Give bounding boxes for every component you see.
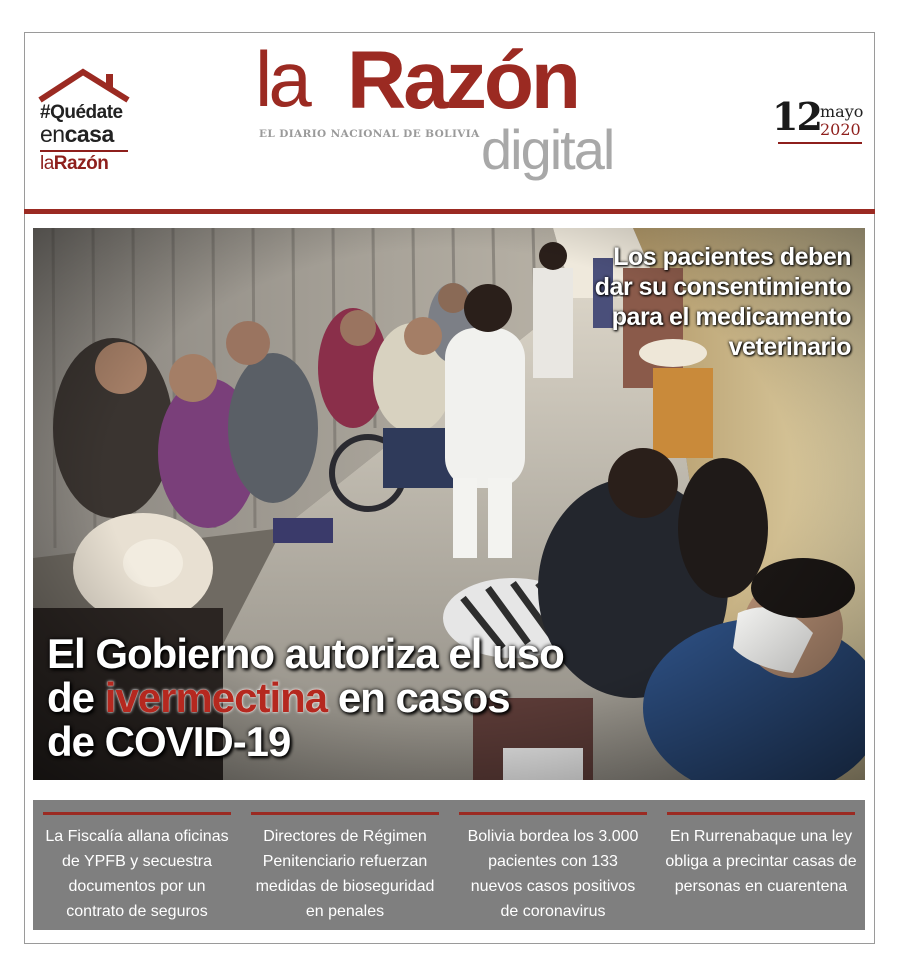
logo-razon: Razón [347, 35, 578, 126]
headline-part-2: en casos de COVID-19 [47, 674, 510, 765]
teaser-bar [459, 812, 647, 815]
teaser-coronavirus-casos[interactable] [449, 800, 657, 930]
teaser-text: Directores de Régimen Penitenciario refuerzan medidas de bioseguridad en penales [255, 828, 435, 920]
date-underline [778, 142, 862, 144]
teaser-text: En Rurrenabaque una ley obliga a precintar casas de personas en cuarentena [665, 828, 857, 895]
masthead-logo[interactable] [255, 35, 655, 190]
quedate-en-casa-badge[interactable] [36, 66, 136, 176]
badge-hashtag: #Quédate [40, 102, 123, 123]
badge-brand: laRazón [40, 153, 109, 174]
teaser-text: La Fiscalía allana oficinas de YPFB y secuestra documentos por un contrato de seguros [45, 828, 229, 920]
teaser-bar [667, 812, 855, 815]
date-year: 2020 [820, 120, 861, 139]
header-rule [24, 209, 875, 214]
edition-date [772, 94, 872, 148]
date-month: mayo [820, 102, 864, 121]
teaser-bar [43, 812, 231, 815]
badge-rule [40, 150, 128, 152]
cover-photo[interactable] [33, 228, 865, 780]
headline-part-1: El Gobierno autoriza el uso de [47, 630, 564, 721]
badge-en-casa: encasa [40, 121, 114, 147]
teaser-regimen-penitenciario[interactable] [241, 800, 449, 930]
teaser-text: Bolivia bordea los 3.000 pacientes con 133 nuevos casos positivos de coronavirus [467, 828, 639, 920]
date-day: 12 [772, 94, 821, 139]
teaser-bar [251, 812, 439, 815]
logo-la: la [255, 35, 308, 123]
logo-tagline: EL DIARIO NACIONAL DE BOLIVIA [259, 128, 480, 140]
cover-deck: Los pacientes deben dar su consentimiento para el medicamento veterinario [594, 243, 851, 361]
teaser-fiscalia[interactable] [33, 800, 241, 930]
teaser-strip [33, 800, 865, 930]
cover-headline[interactable] [47, 632, 567, 764]
house-icon [36, 66, 136, 106]
teaser-rurrenabaque[interactable] [657, 800, 865, 930]
headline-highlight: ivermectina [104, 674, 328, 721]
logo-digital: digital [481, 118, 614, 181]
